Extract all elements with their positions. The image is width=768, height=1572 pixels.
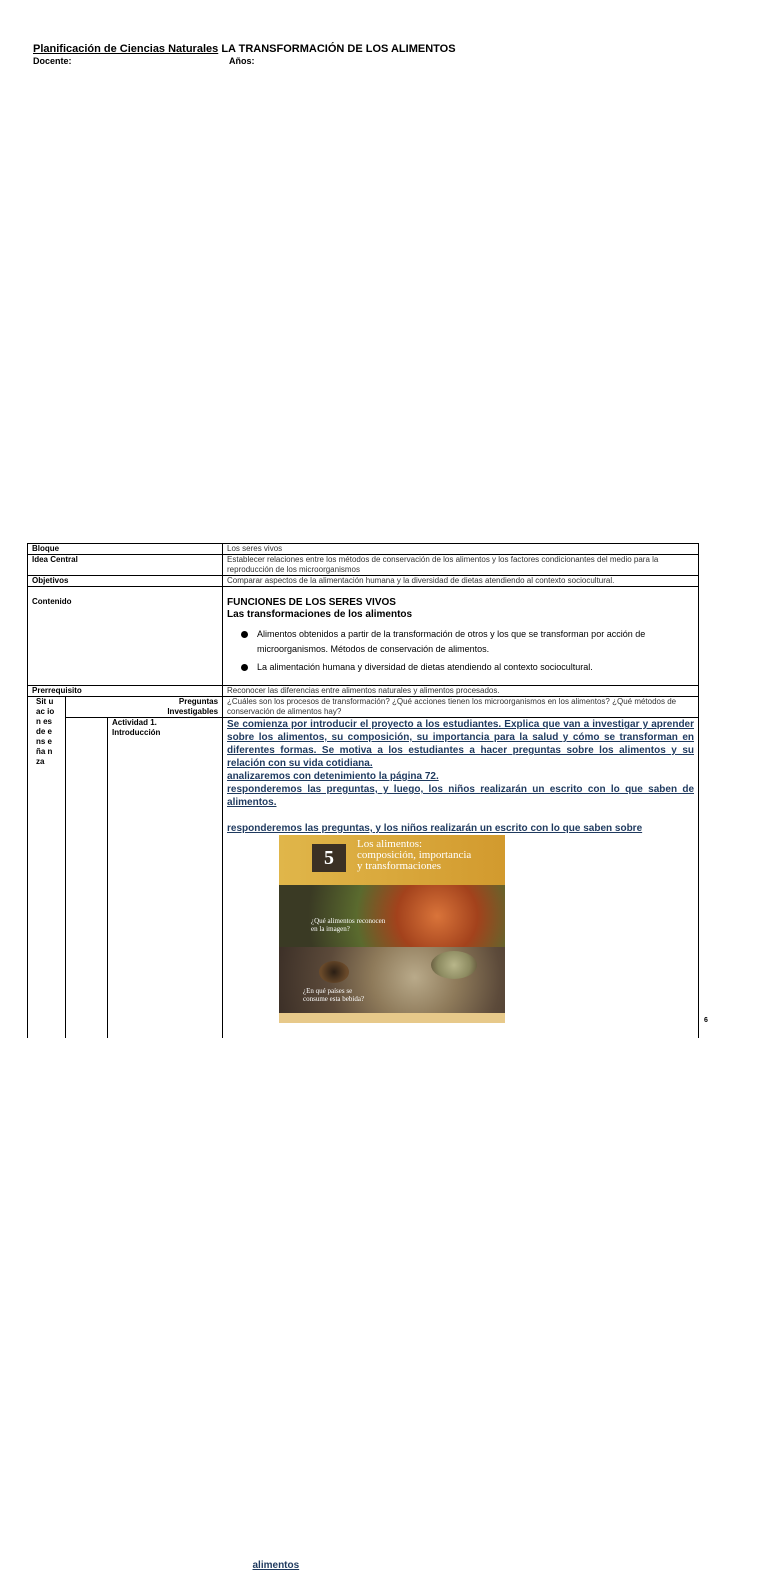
- preguntas-label-line2: Investigables: [167, 707, 219, 716]
- row-idea-central: [28, 555, 699, 576]
- preguntas-label: [66, 697, 223, 718]
- years-label: Años:: [229, 56, 255, 66]
- textbook-page-image: [279, 835, 505, 1023]
- contenido-label: Contenido: [28, 587, 223, 686]
- list-item: [241, 660, 694, 675]
- actividad-paragraph: Se comienza por introducir el proyecto a los estudiantes. Explica que van a investigar y aprender sobre los alimentos, su composición, su importancia para la salud y cómo se transforman en diferentes formas. Se motiva a los estudiantes a hacer preguntas sobre los alimentos y su relación con su vida cotidiana.: [227, 719, 695, 769]
- actividad-sublabel: Introducción: [112, 728, 161, 737]
- textbook-title-line: y transformaciones: [357, 860, 442, 872]
- page-mark: 6: [704, 1017, 708, 1024]
- idea-central-label: Idea Central: [28, 555, 223, 576]
- actividad-label: [108, 718, 223, 1039]
- contenido-subheading: Las transformaciones de los alimentos: [227, 609, 413, 620]
- actividad-paragraph: analizaremos con detenimiento la página 72.: [227, 771, 439, 782]
- bullet-icon: [241, 631, 248, 638]
- textbook-caption: [303, 987, 364, 1003]
- mate-cup-shape: [319, 961, 349, 983]
- row-actividad: [28, 718, 699, 1039]
- row-preguntas: [28, 697, 699, 718]
- contenido-heading: FUNCIONES DE LOS SERES VIVOS: [227, 597, 396, 608]
- situaciones-label: Sit uac ion es de ens eña nza: [28, 697, 66, 1039]
- caption-line: consume esta bebida?: [303, 995, 365, 1003]
- empty-cell: [66, 718, 108, 1039]
- bullet-icon: [241, 664, 248, 671]
- yerba-bowl-shape: [431, 951, 477, 979]
- caption-line: ¿En qué países se: [303, 987, 353, 995]
- topic-title: LA TRANSFORMACIÓN DE LOS ALIMENTOS: [221, 43, 456, 55]
- caption-line: en la imagen?: [311, 925, 350, 933]
- planning-table: [27, 543, 699, 1571]
- textbook-title: [357, 839, 471, 872]
- preguntas-value: ¿Cuáles son los procesos de transformación? ¿Qué acciones tienen los microorganismos en los alimentos? ¿Qué métodos de conservación de alimentos hay?: [223, 697, 699, 718]
- actividad-paragraph: responderemos las preguntas, y los niños realizarán un escrito con lo que saben sobre: [227, 823, 643, 834]
- actividad-paragraph: alimentos: [252, 1559, 300, 1571]
- actividad-number: Actividad 1.: [112, 718, 157, 727]
- prerrequisito-value: Reconocer las diferencias entre alimentos naturales y alimentos procesados.: [223, 686, 699, 697]
- actividad-content: [223, 718, 699, 1571]
- textbook-title-line: composición, importancia: [357, 849, 472, 861]
- chapter-number: 5: [312, 844, 346, 872]
- bullet-text: Alimentos obtenidos a partir de la transformación de otros y los que se transforman por acción de microorganismos. Métodos de conservación de alimentos.: [257, 629, 646, 654]
- bloque-label: Bloque: [28, 544, 223, 555]
- food-market-photo: [279, 885, 505, 947]
- bloque-value: Los seres vivos: [223, 544, 699, 555]
- row-contenido: [28, 587, 699, 686]
- preguntas-label-line1: Preguntas: [178, 697, 219, 706]
- header-title-line: [33, 43, 456, 55]
- objetivos-value: Comparar aspectos de la alimentación humana y la diversidad de dietas atendiendo al contexto sociocultural.: [223, 576, 699, 587]
- teacher-label: Docente:: [33, 56, 72, 66]
- row-objetivos: [28, 576, 699, 587]
- actividad-paragraph: responderemos las preguntas, y luego, los niños realizarán un escrito con lo que saben de alimentos.: [227, 784, 695, 808]
- caption-line: ¿Qué alimentos reconocen: [311, 917, 386, 925]
- row-prerrequisito: [28, 686, 699, 697]
- prerrequisito-label: Prerrequisito: [28, 686, 223, 697]
- idea-central-value: Establecer relaciones entre los métodos de conservación de los alimentos y los factores condicionantes del medio para la reproducción de los microorganismos: [223, 555, 699, 576]
- planning-label: Planificación de Ciencias Naturales: [33, 43, 219, 55]
- contenido-value: [223, 587, 699, 686]
- objetivos-label: Objetivos: [28, 576, 223, 587]
- bullet-text: La alimentación humana y diversidad de dietas atendiendo al contexto sociocultural.: [257, 662, 593, 672]
- list-item: [241, 627, 694, 657]
- contenido-bullet-list: [227, 627, 694, 675]
- textbook-title-line: Los alimentos:: [357, 838, 423, 850]
- row-bloque: [28, 544, 699, 555]
- textbook-caption: [311, 917, 385, 933]
- textbook-bottom-strip: [279, 1013, 505, 1023]
